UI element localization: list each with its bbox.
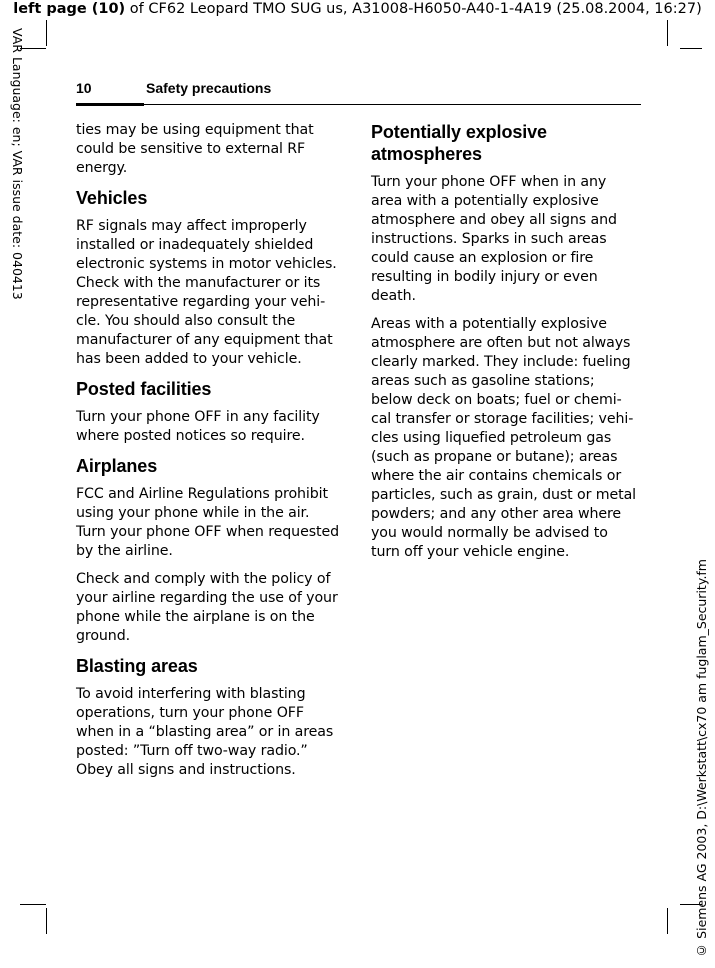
page-number: 10 — [76, 80, 92, 96]
paragraph: Turn your phone OFF in any facility where posted notices so require. — [76, 409, 320, 444]
print-header — [0, 0, 715, 18]
heading-blasting-areas: Blasting areas — [76, 656, 198, 676]
side-label-left: VAR Language: en; VAR issue date: 040413 — [10, 28, 25, 300]
heading-explosive-atmospheres: Potentially explosive atmospheres — [371, 122, 547, 164]
heading-vehicles: Vehicles — [76, 188, 148, 208]
right-column — [371, 121, 637, 571]
paragraph: To avoid interfering with blasting operations, turn your phone OFF when in a “blasting area” or in areas posted: ”Turn off two-way radio.” Obey all signs and instructions. — [76, 686, 334, 778]
crop-mark — [667, 20, 668, 46]
paragraph: Areas with a potentially explosive atmosphere are often but not always clearly marked. They include: fueling areas such as gasoline stations; below deck on boats; fuel or chemi-cal transfer or storage facilities; vehi-cles using liquefied petroleum gas (such as propane or butane); areas where the air contains chemicals or particles, such as grain, dust or metal powders; and any other area where you would normally be advised to turn off your vehicle engine. — [371, 316, 637, 560]
print-header-details: of CF62 Leopard TMO SUG us, A31008-H6050-A40-1-4A19 (25.08.2004, 16:27) — [125, 1, 702, 17]
crop-mark — [20, 904, 46, 905]
print-header-page: left page (10) — [13, 1, 126, 17]
paragraph: RF signals may affect improperly installed or inadequately shielded electronic systems in motor vehicles. Check with the manufacturer or its representative regarding your vehi-cle. You should also consult the manufacturer of any equipment that has been added to your vehicle. — [76, 218, 337, 367]
crop-mark — [46, 20, 47, 46]
crop-mark — [46, 908, 47, 934]
heading-posted-facilities: Posted facilities — [76, 379, 212, 399]
header-rule — [76, 104, 641, 105]
left-column — [76, 121, 342, 789]
section-title: Safety precautions — [146, 80, 272, 96]
header-rule-accent — [76, 103, 144, 106]
paragraph: ties may be using equipment that could be sensitive to external RF energy. — [76, 122, 314, 176]
crop-mark — [680, 48, 702, 49]
side-label-right: © Siemens AG 2003, D:\Werkstatt\cx70 am fuglam_Security.fm — [694, 559, 709, 958]
crop-mark — [667, 908, 668, 934]
paragraph: FCC and Airline Regulations prohibit using your phone while in the air. Turn your phone OFF when requested by the airline. — [76, 486, 339, 559]
paragraph: Turn your phone OFF when in any area with a potentially explosive atmosphere and obey all signs and instructions. Sparks in such areas could cause an explosion or fire resulting in bodily injury or even death. — [371, 174, 617, 304]
paragraph: Check and comply with the policy of your airline regarding the use of your phone while the airplane is on the ground. — [76, 571, 338, 644]
heading-airplanes: Airplanes — [76, 456, 158, 476]
